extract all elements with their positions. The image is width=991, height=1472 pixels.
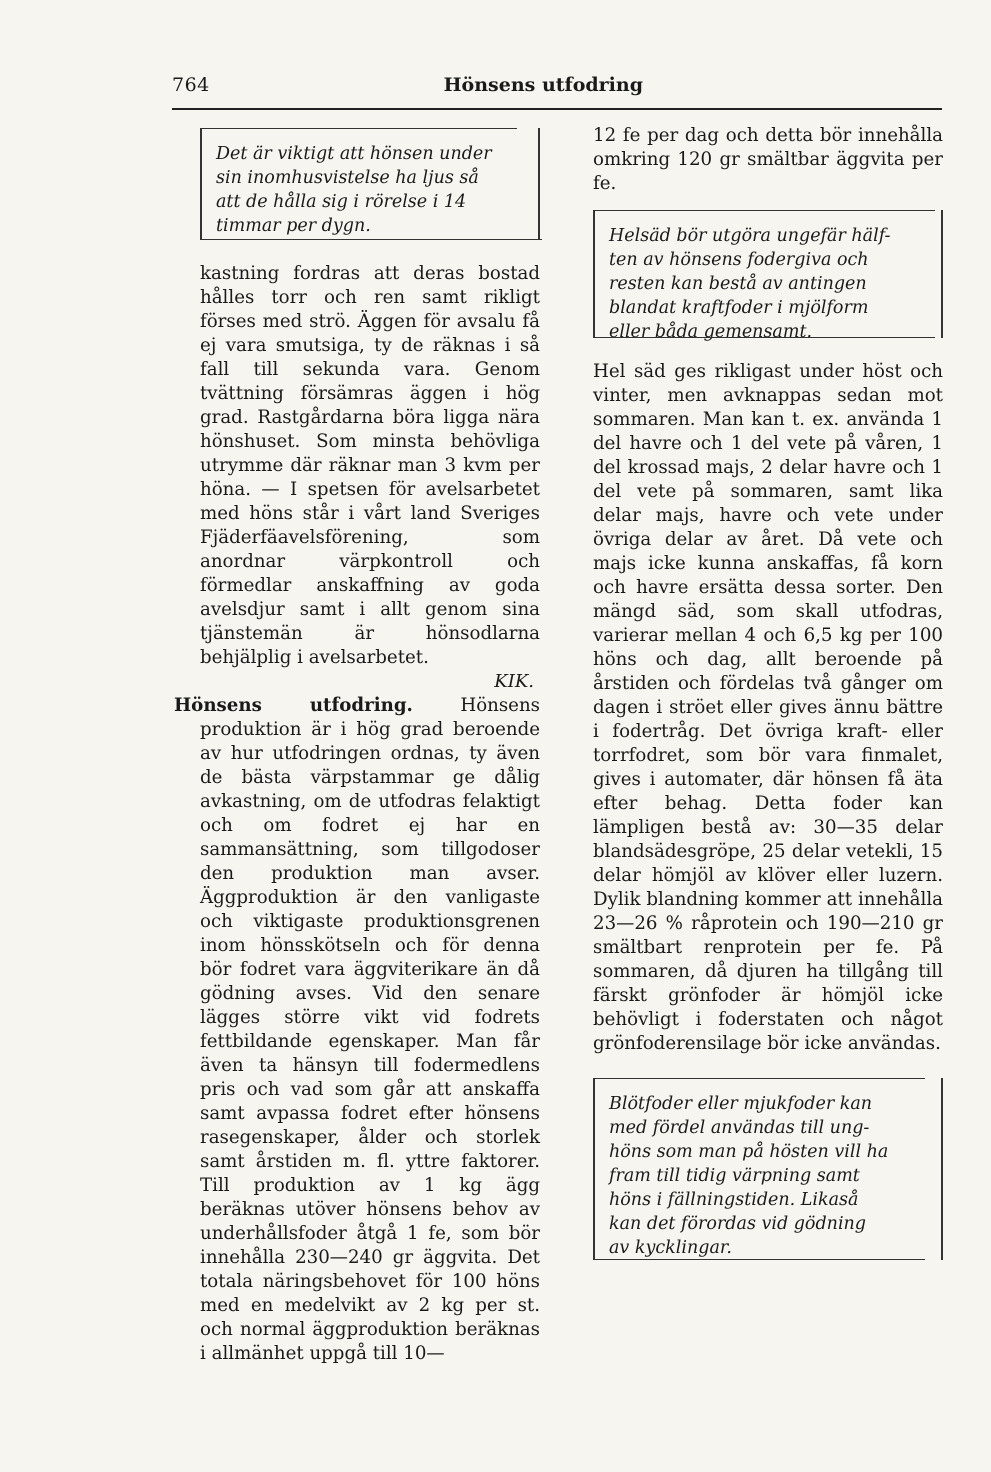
encyclopedia-entry bbox=[174, 694, 540, 1366]
box-line: eller båda gemensamt. bbox=[609, 322, 813, 342]
entry-text: Hönsens produktion är i hög grad beroende av hur utfodringen ordnas, ty även de bästa värpstammar ge dålig avkastning, om de utfodras felaktigt och om fodret ej har en sammansättning, som tillgodoser den produktion man avser. Äggproduktion är den vanligaste och viktigaste produktionsgrenen inom hönsskötseln och för denna bör fodret vara äggviterikare än då gödning avses. Vid den senare lägges större vikt vid fodrets fettbildande egenskaper. Man får även ta hänsyn till fodermedlens pris och vad som går att anskaffa samt avpassa fodret efter hönsens rasegenskaper, ålder och storlek samt årstiden m. fl. yttre faktorer. Till produktion av 1 kg ägg beräknas utöver hönsens behov av underhållsfoder åtgå 1 fe, som bör innehålla 230—240 gr äggvita. Det totala näringsbehovet för 100 höns med en medelvikt av 2 kg per st. och normal äggproduktion beräknas i allmänhet uppgå till 10— bbox=[200, 695, 540, 1364]
box-line: att de hålla sig i rörelse i 14 bbox=[216, 192, 467, 212]
feeding-paragraph: Hel säd ges rikligast under höst och vinter, men avknappas sedan mot sommaren. Man kan t. ex. använda 1 del havre och 1 del vete på våren, 1 del krossad majs, 2 delar havre och 1 del vete på sommaren, samt lika delar majs, havre och vete under övriga delar av året. Då vete och majs icke kunna anskaffas, få korn och havre ersätta dessa sorter. Den mängd säd, som skall utfodras, varierar mellan 4 och 6,5 kg per 100 höns och dag, allt beroende på årstiden och fördelas två gånger om dagen i ströet eller gives ännu bättre i fodertråg. Det övriga kraft- eller torrfodret, som bör vara finmalet, gives i automater, där hönsen få äta efter behag. Detta foder kan lämpligen bestå av: 30—35 delar blandsädesgröpe, 25 delar vetekli, 15 delar hömjöl av klöver eller luzern. Dylik blandning kommer att innehålla 23—26 % råprotein och 190—210 gr smältbart renprotein per fe. På sommaren, då djuren ha tillgång till färskt grönfoder är hömjöl icke behövligt i foderstaten och något grönfoderensilage bör icke användas. bbox=[593, 361, 943, 1054]
box-line: ten av hönsens fodergiva och bbox=[609, 250, 869, 270]
continuation-top-paragraph: 12 fe per dag och detta bör innehålla omkring 120 gr smältbar äggvita per fe. bbox=[593, 125, 943, 194]
box-line: Helsäd bör utgöra ungefär hälf- bbox=[609, 226, 891, 246]
page-header bbox=[172, 74, 938, 102]
sidebar-box-wetfeed bbox=[593, 1078, 943, 1260]
author-signature: KIK. bbox=[494, 671, 534, 692]
box-line: av kycklingar. bbox=[609, 1238, 732, 1258]
right-column bbox=[593, 124, 943, 1260]
box-line: timmar per dygn. bbox=[216, 216, 371, 236]
running-title: Hönsens utfodring bbox=[443, 74, 643, 96]
sidebar-box-light bbox=[200, 128, 540, 240]
entry-headword: Hönsens utfodring. bbox=[174, 695, 413, 716]
header-rule bbox=[172, 108, 942, 110]
box-line: blandat kraftfoder i mjölform bbox=[609, 298, 869, 318]
box-line: kan det förordas vid gödning bbox=[609, 1214, 867, 1234]
continuation-paragraph: kastning fordras att deras bostad hålles torr och ren samt rikligt förses med strö. Äggen för avsalu få ej vara smutsiga, ty de räknas i så fall till sekunda vara. Genom tvättning försämras äggen i hög grad. Rastgårdarna böra ligga nära hönshuset. Som minsta behövliga utrymme där räknar man 3 kvm per höna. — I spetsen för avelsarbetet med höns står i vårt land Sveriges Fjäderfäavelsförening, som anordnar värpkontroll och förmedlar anskaffning av goda avelsdjur samt i allt genom sina tjänstemän är hönsodlarna behjälplig i avelsarbetet. bbox=[200, 263, 540, 668]
sidebar-box-wholegrain bbox=[593, 210, 943, 342]
box-line: fram till tidig värpning samt bbox=[609, 1166, 860, 1186]
box-line: sin inomhusvistelse ha ljus så bbox=[216, 168, 479, 188]
box-line: höns i fällningstiden. Likaså bbox=[609, 1190, 859, 1210]
box-line: Blötfoder eller mjukfoder kan bbox=[609, 1094, 873, 1114]
box-line: med fördel användas till ung- bbox=[609, 1118, 870, 1138]
box-line: Det är viktigt att hönsen under bbox=[216, 144, 492, 164]
box-line: resten kan bestå av antingen bbox=[609, 274, 867, 294]
left-column bbox=[174, 128, 540, 1366]
page-number: 764 bbox=[172, 74, 210, 96]
box-line: höns som man på hösten vill ha bbox=[609, 1142, 889, 1162]
